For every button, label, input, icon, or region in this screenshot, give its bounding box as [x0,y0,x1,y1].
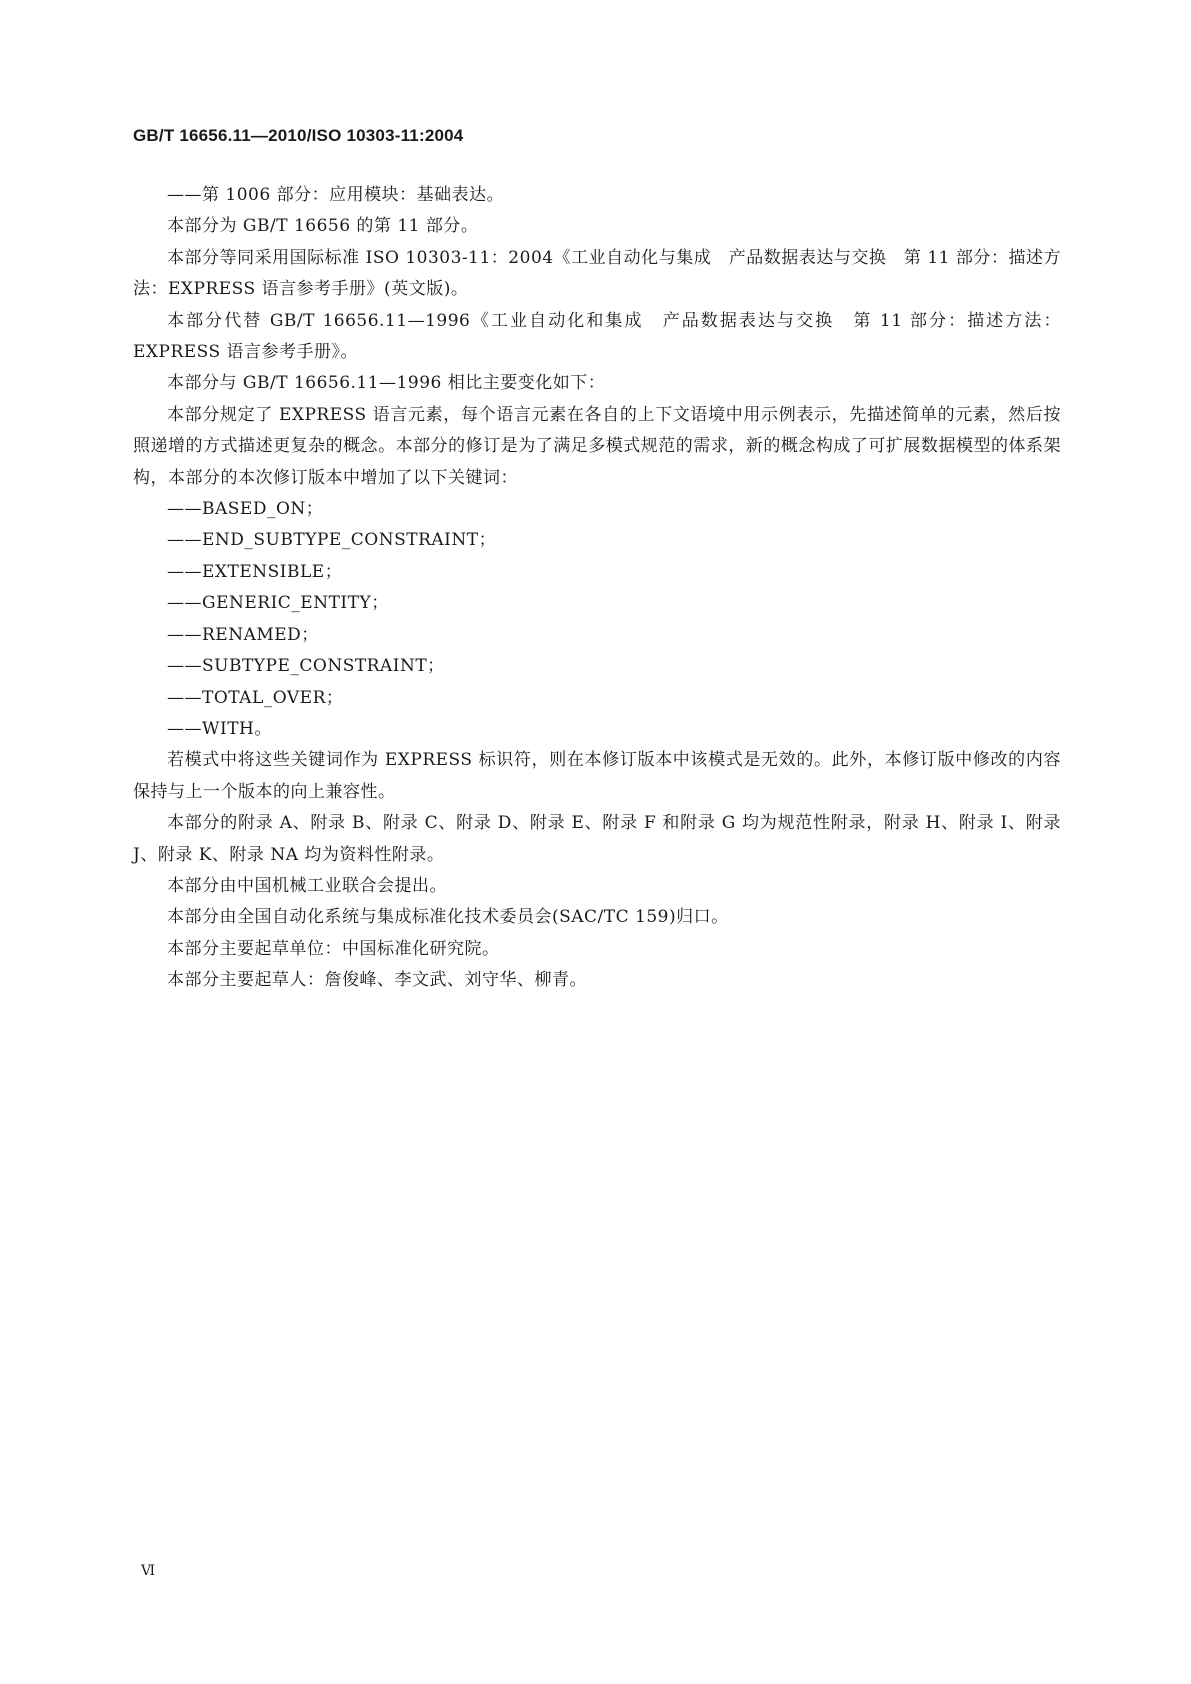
list-item-part-1006: ——第 1006 部分：应用模块：基础表达。 [167,185,505,205]
paragraph-supersedes: 本部分代替 GB/T 16656.11—1996《工业自动化和集成 产品数据表达与交换 第 11 部分：描述方法：EXPRESS 语言参考手册》。 [133,310,1061,363]
paragraph-changes-description: 本部分规定了 EXPRESS 语言元素，每个语言元素在各自的上下文语境中用示例表示，先描述简单的元素，然后按照递增的方式描述更复杂的概念。本部分的修订是为了满足多模式规范的需求，新的概念构成了可扩展数据模型的体系架构，本部分的本次修订版本中增加了以下关键词： [133,404,1061,488]
paragraph-changes-intro: 本部分与 GB/T 16656.11—1996 相比主要变化如下： [167,373,606,394]
keyword-item: ——TOTAL_OVER； [167,687,344,708]
paragraph-compatibility: 若模式中将这些关键词作为 EXPRESS 标识符，则在本修订版本中该模式是无效的。此外，本修订版中修改的内容保持与上一个版本的向上兼容性。 [133,750,1061,802]
keyword-item: ——WITH。 [167,718,272,739]
paragraph-proposer: 本部分由中国机械工业联合会提出。 [167,875,447,896]
paragraph-drafting-unit: 本部分主要起草单位：中国标准化研究院。 [167,938,500,959]
page-number: Ⅵ [141,1563,157,1579]
document-header-code: GB/T 16656.11—2010/ISO 10303-11:2004 [133,126,464,145]
paragraph-drafters: 本部分主要起草人：詹俊峰、李文武、刘守华、柳青。 [167,970,587,991]
keyword-item: ——SUBTYPE_CONSTRAINT； [167,656,445,677]
keyword-item: ——EXTENSIBLE； [167,561,343,582]
keyword-item: ——END_SUBTYPE_CONSTRAINT； [167,530,497,551]
keyword-item: ——RENAMED； [167,624,319,645]
keyword-item: ——GENERIC_ENTITY； [167,593,389,614]
document-body [133,180,1061,997]
paragraph-annexes: 本部分的附录 A、附录 B、附录 C、附录 D、附录 E、附录 F 和附录 G 均为规范性附录，附录 H、附录 I、附录 J、附录 K、附录 NA 均为资料性附录。 [133,813,1061,865]
keyword-item: ——BASED_ON； [167,499,324,520]
paragraph-part-number: 本部分为 GB/T 16656 的第 11 部分。 [167,216,479,237]
paragraph-committee: 本部分由全国自动化系统与集成标准化技术委员会(SAC/TC 159)归口。 [167,907,729,928]
paragraph-adoption: 本部分等同采用国际标准 ISO 10303-11：2004《工业自动化与集成 产品数据表达与交换 第 11 部分：描述方法：EXPRESS 语言参考手册》(英文版)。 [133,247,1061,300]
